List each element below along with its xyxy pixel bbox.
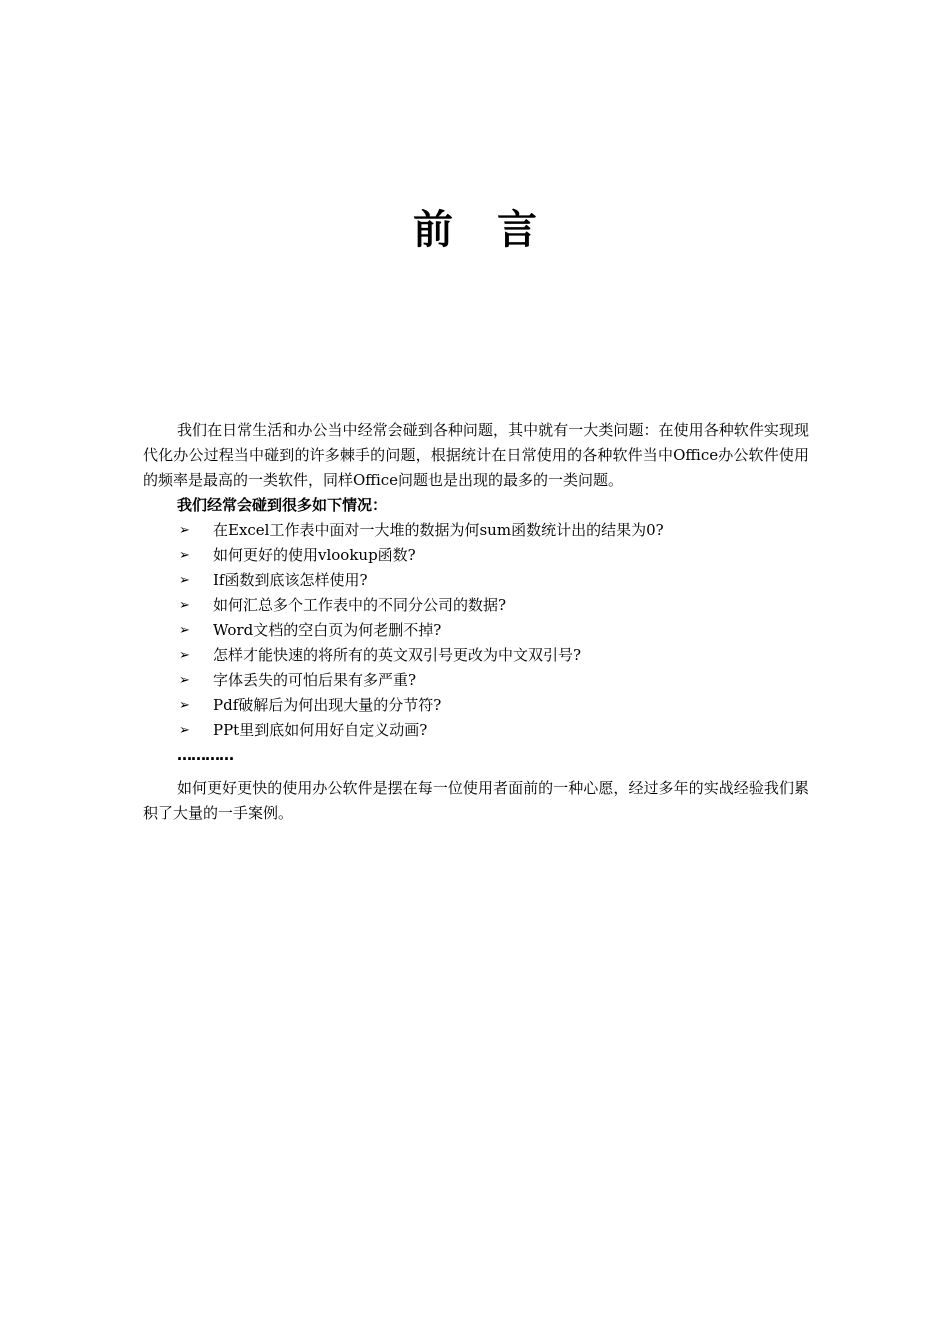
list-item xyxy=(143,718,809,743)
arrow-bullet-icon: ➢ xyxy=(179,548,190,563)
list-item xyxy=(143,518,809,543)
list-item-text: Pdf破解后为何出现大量的分节符? xyxy=(213,696,442,714)
page-title: 前言 xyxy=(413,207,581,253)
list-item-text: 怎样才能快速的将所有的英文双引号更改为中文双引号? xyxy=(213,646,582,664)
arrow-bullet-icon: ➢ xyxy=(179,523,190,538)
ellipsis: ………… xyxy=(177,746,233,764)
list-item-text: 在Excel工作表中面对一大堆的数据为何sum函数统计出的结果为0? xyxy=(213,521,664,539)
arrow-bullet-icon: ➢ xyxy=(179,623,190,638)
situations-lead: 我们经常会碰到很多如下情况： xyxy=(177,496,388,514)
list-item xyxy=(143,568,809,593)
list-item xyxy=(143,668,809,693)
list-item xyxy=(143,618,809,643)
list-item-text: If函数到底该怎样使用? xyxy=(213,571,368,589)
list-item-text: Word文档的空白页为何老删不掉? xyxy=(213,621,442,639)
list-item xyxy=(143,693,809,718)
list-item xyxy=(143,593,809,618)
list-item-text: 如何汇总多个工作表中的不同分公司的数据? xyxy=(213,596,507,614)
list-item-text: 如何更好的使用vlookup函数? xyxy=(213,546,416,564)
list-item xyxy=(143,543,809,568)
arrow-bullet-icon: ➢ xyxy=(179,598,190,613)
arrow-bullet-icon: ➢ xyxy=(179,723,190,738)
arrow-bullet-icon: ➢ xyxy=(179,648,190,663)
closing-paragraph: 如何更好更快的使用办公软件是摆在每一位使用者面前的一种心愿，经过多年的实战经验我们累积了大量的一手案例。 xyxy=(143,779,809,822)
arrow-bullet-icon: ➢ xyxy=(179,673,190,688)
arrow-bullet-icon: ➢ xyxy=(179,698,190,713)
list-item-text: 字体丢失的可怕后果有多严重? xyxy=(213,671,417,689)
arrow-bullet-icon: ➢ xyxy=(179,573,190,588)
intro-paragraph: 我们在日常生活和办公当中经常会碰到各种问题，其中就有一大类问题：在使用各种软件实现现代化办公过程当中碰到的许多棘手的问题，根据统计在日常使用的各种软件当中Office办公软件使用的频率是最高的一类软件，同样Office问题也是出现的最多的一类问题。 xyxy=(143,421,809,489)
preface-body xyxy=(143,418,809,826)
situations-list xyxy=(143,518,809,743)
list-item-text: PPt里到底如何用好自定义动画? xyxy=(213,721,428,739)
list-item xyxy=(143,643,809,668)
